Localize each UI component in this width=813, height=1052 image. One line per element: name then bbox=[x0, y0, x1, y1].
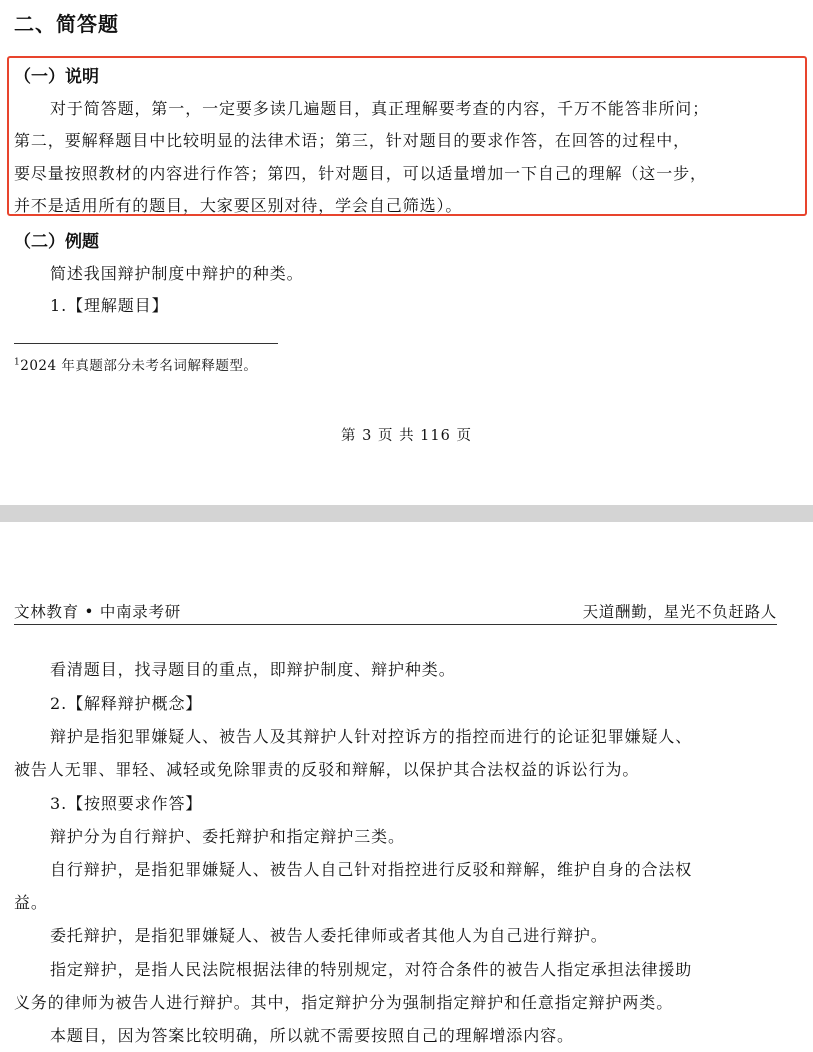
note-line-4: 并不是适用所有的题目，大家要区别对待，学会自己筛选）。 bbox=[14, 196, 463, 215]
body-line-12: 本题目，因为答案比较明确，所以就不需要按照自己的理解增添内容。 bbox=[50, 1026, 574, 1045]
body-line-3: 辩护是指犯罪嫌疑人、被告人及其辩护人针对控诉方的指控而进行的论证犯罪嫌疑人、 bbox=[50, 727, 693, 746]
example-step-1: 1.【理解题目】 bbox=[50, 296, 169, 315]
header-divider bbox=[14, 624, 777, 625]
running-header-left: 文林教育 • 中南录考研 bbox=[14, 603, 181, 621]
footnote bbox=[14, 354, 257, 374]
body-line-8: 益。 bbox=[14, 893, 48, 912]
footnote-divider bbox=[14, 343, 278, 344]
example-heading: （二）例题 bbox=[14, 232, 99, 252]
running-header-right: 天道酬勤，星光不负赶路人 bbox=[582, 603, 777, 621]
body-line-10: 指定辩护，是指人民法院根据法律的特别规定，对符合条件的被告人指定承担法律援助 bbox=[50, 960, 693, 979]
body-line-9: 委托辩护，是指犯罪嫌疑人、被告人委托律师或者其他人为自己进行辩护。 bbox=[50, 926, 608, 945]
example-question: 简述我国辩护制度中辩护的种类。 bbox=[50, 264, 304, 283]
body-line-7: 自行辩护，是指犯罪嫌疑人、被告人自己针对指控进行反驳和辩解，维护自身的合法权 bbox=[50, 860, 693, 879]
body-line-5: 3.【按照要求作答】 bbox=[50, 794, 203, 813]
page-separator bbox=[0, 505, 813, 522]
note-line-2: 第二，要解释题目中比较明显的法律术语；第三，针对题目的要求作答，在回答的过程中， bbox=[14, 131, 691, 150]
footnote-text: 2024 年真题部分未考名词解释题型。 bbox=[20, 358, 258, 374]
body-line-6: 辩护分为自行辩护、委托辩护和指定辩护三类。 bbox=[50, 827, 405, 846]
body-line-11: 义务的律师为被告人进行辩护。其中，指定辩护分为强制指定辩护和任意指定辩护两类。 bbox=[14, 993, 674, 1012]
footnote-marker: 1 bbox=[14, 357, 21, 368]
note-line-3: 要尽量按照教材的内容进行作答；第四，针对题目，可以适量增加一下自己的理解（这一步， bbox=[14, 164, 707, 183]
section-title: 二、简答题 bbox=[14, 12, 119, 36]
page-number: 第 3 页 共 116 页 bbox=[341, 428, 472, 444]
note-line-1: 对于简答题，第一，一定要多读几遍题目，真正理解要考查的内容，千万不能答非所问； bbox=[50, 99, 710, 118]
body-line-1: 看清题目，找寻题目的重点，即辩护制度、辩护种类。 bbox=[50, 660, 456, 679]
body-line-2: 2.【解释辩护概念】 bbox=[50, 694, 203, 713]
note-heading: （一）说明 bbox=[14, 67, 99, 87]
body-line-4: 被告人无罪、罪轻、减轻或免除罪责的反驳和辩解，以保护其合法权益的诉讼行为。 bbox=[14, 760, 640, 779]
